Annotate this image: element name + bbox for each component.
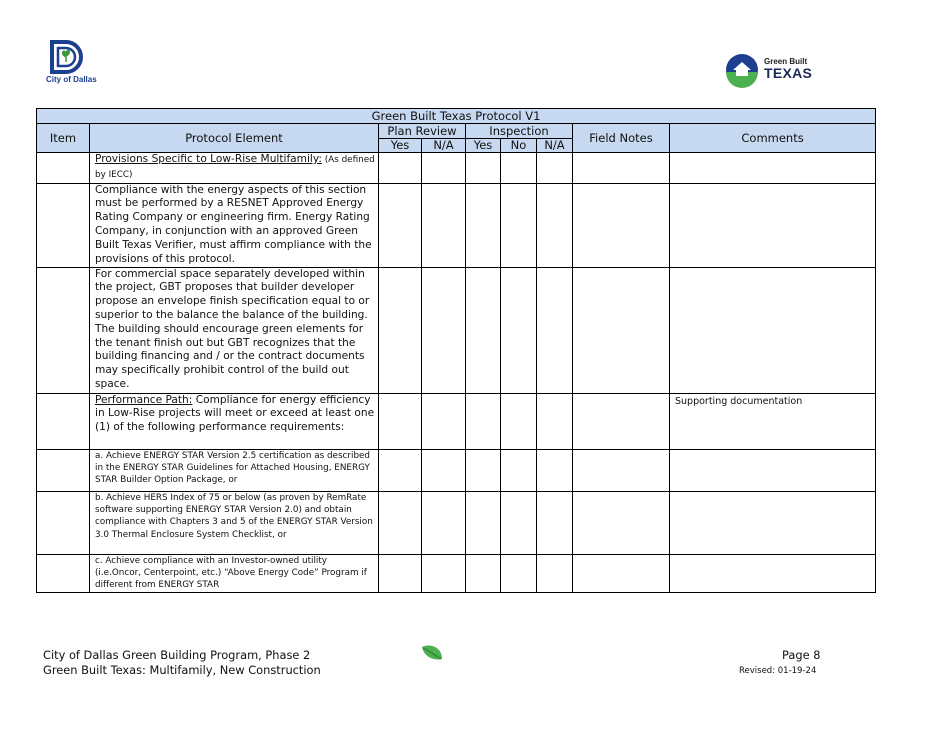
field-notes-cell[interactable] bbox=[573, 153, 670, 184]
table-title: Green Built Texas Protocol V1 bbox=[37, 109, 876, 124]
field-notes-cell[interactable] bbox=[573, 491, 670, 554]
checkbox-cell[interactable] bbox=[501, 491, 537, 554]
checkbox-cell[interactable] bbox=[537, 554, 573, 592]
table-row bbox=[37, 449, 876, 491]
protocol-element-cell bbox=[90, 491, 379, 554]
row-heading: Performance Path: bbox=[95, 393, 193, 406]
revised-date: Revised: 01-19-24 bbox=[739, 666, 817, 676]
checkbox-cell[interactable] bbox=[422, 183, 466, 267]
checkbox-cell[interactable] bbox=[379, 153, 422, 184]
checkbox-cell[interactable] bbox=[466, 153, 501, 184]
checkbox-cell[interactable] bbox=[537, 491, 573, 554]
comments-cell[interactable] bbox=[670, 153, 876, 184]
comments-cell[interactable] bbox=[670, 491, 876, 554]
header-plan-review: Plan Review bbox=[379, 124, 466, 139]
item-cell bbox=[37, 491, 90, 554]
item-cell bbox=[37, 267, 90, 393]
row-heading: Provisions Specific to Low-Rise Multifamily: bbox=[95, 153, 322, 165]
row-text: (As defined by IECC) bbox=[95, 155, 375, 180]
table-row bbox=[37, 491, 876, 554]
field-notes-cell[interactable] bbox=[573, 449, 670, 491]
header-protocol-element: Protocol Element bbox=[90, 124, 379, 153]
protocol-element-cell bbox=[90, 267, 379, 393]
header-inspection: Inspection bbox=[466, 124, 573, 139]
comments-cell[interactable] bbox=[670, 554, 876, 592]
table-row bbox=[37, 267, 876, 393]
field-notes-cell[interactable] bbox=[573, 267, 670, 393]
row-text: Compliance for energy efficiency in Low-Rise projects will meet or exceed at least one (1) of the following performance requirements: bbox=[95, 393, 375, 434]
checkbox-cell[interactable] bbox=[501, 183, 537, 267]
item-cell bbox=[37, 449, 90, 491]
checkbox-cell[interactable] bbox=[501, 554, 537, 592]
page-number: Page 8 bbox=[782, 648, 821, 662]
protocol-table bbox=[36, 108, 876, 593]
checkbox-cell[interactable] bbox=[379, 449, 422, 491]
city-of-dallas-logo bbox=[46, 40, 96, 88]
checkbox-cell[interactable] bbox=[422, 449, 466, 491]
comments-cell[interactable] bbox=[670, 449, 876, 491]
checkbox-cell[interactable] bbox=[466, 267, 501, 393]
protocol-element-cell bbox=[90, 153, 379, 184]
checkbox-cell[interactable] bbox=[537, 267, 573, 393]
checkbox-cell[interactable] bbox=[422, 393, 466, 449]
header-item: Item bbox=[37, 124, 90, 153]
header-insp-no: No bbox=[501, 139, 537, 153]
protocol-element-cell bbox=[90, 554, 379, 592]
protocol-element-cell bbox=[90, 449, 379, 491]
checkbox-cell[interactable] bbox=[537, 449, 573, 491]
checkbox-cell[interactable] bbox=[422, 267, 466, 393]
checkbox-cell[interactable] bbox=[422, 153, 466, 184]
protocol-element-cell bbox=[90, 183, 379, 267]
checkbox-cell[interactable] bbox=[537, 153, 573, 184]
field-notes-cell[interactable] bbox=[573, 183, 670, 267]
footer-line2: Green Built Texas: Multifamily, New Construction bbox=[43, 662, 321, 677]
city-logo-caption: City of Dallas bbox=[46, 75, 97, 84]
checkbox-cell[interactable] bbox=[537, 183, 573, 267]
header-plan-yes: Yes bbox=[379, 139, 422, 153]
leaf-icon bbox=[420, 643, 444, 663]
footer-program bbox=[43, 648, 321, 677]
checkbox-cell[interactable] bbox=[379, 267, 422, 393]
comments-cell[interactable]: Supporting documentation bbox=[670, 393, 876, 449]
green-built-texas-logo bbox=[724, 52, 824, 88]
checkbox-cell[interactable] bbox=[466, 393, 501, 449]
item-cell bbox=[37, 393, 90, 449]
item-cell bbox=[37, 183, 90, 267]
gbt-logo-line1: Green Built bbox=[764, 57, 808, 66]
gbt-house-icon bbox=[724, 52, 760, 88]
checkbox-cell[interactable] bbox=[379, 491, 422, 554]
table-row bbox=[37, 183, 876, 267]
header-comments: Comments bbox=[670, 124, 876, 153]
checkbox-cell[interactable] bbox=[537, 393, 573, 449]
checkbox-cell[interactable] bbox=[422, 554, 466, 592]
field-notes-cell[interactable] bbox=[573, 393, 670, 449]
field-notes-cell[interactable] bbox=[573, 554, 670, 592]
row-text: a. Achieve ENERGY STAR Version 2.5 certification as described in the ENERGY STAR Guidelines for Attached Housing, ENERGY STAR Builder Option Package, or bbox=[95, 450, 371, 486]
comments-cell[interactable] bbox=[670, 267, 876, 393]
header-insp-yes: Yes bbox=[466, 139, 501, 153]
row-text: Compliance with the energy aspects of this section must be performed by a RESNET Approved Energy Rating Company or engineering firm. Energy Rating Company, in conjunction with an approved Green Built Texas Verifier, must affirm compliance with the provisions of this protocol. bbox=[95, 183, 372, 265]
footer-line1: City of Dallas Green Building Program, Phase 2 bbox=[43, 648, 311, 662]
row-text: c. Achieve compliance with an Investor-owned utility (i.e.Oncor, Centerpoint, etc.) “Above Energy Code” Program if different from ENERGY STAR bbox=[95, 555, 367, 591]
checkbox-cell[interactable] bbox=[501, 393, 537, 449]
checkbox-cell[interactable] bbox=[466, 183, 501, 267]
checkbox-cell[interactable] bbox=[501, 153, 537, 184]
table-row bbox=[37, 554, 876, 592]
item-cell bbox=[37, 153, 90, 184]
checkbox-cell[interactable] bbox=[466, 449, 501, 491]
checkbox-cell[interactable] bbox=[379, 554, 422, 592]
checkbox-cell[interactable] bbox=[422, 491, 466, 554]
gbt-logo-line2: TEXAS bbox=[764, 65, 813, 81]
checkbox-cell[interactable] bbox=[466, 491, 501, 554]
checkbox-cell[interactable] bbox=[501, 449, 537, 491]
checkbox-cell[interactable] bbox=[501, 267, 537, 393]
row-text: For commercial space separately developed within the project, GBT proposes that builder developer propose an envelope finish specification equal to or superior to the balance the balance of the building. The building should encourage green elements for the tenant finish out but GBT recognizes that the building financing and / or the contract documents may specifically prohibit control of the build out space. bbox=[95, 267, 370, 390]
header-plan-na: N/A bbox=[422, 139, 466, 153]
city-of-dallas-d-icon bbox=[48, 40, 86, 74]
comments-cell[interactable] bbox=[670, 183, 876, 267]
item-cell bbox=[37, 554, 90, 592]
table-row bbox=[37, 153, 876, 184]
header-insp-na: N/A bbox=[537, 139, 573, 153]
table-row bbox=[37, 393, 876, 449]
row-text: b. Achieve HERS Index of 75 or below (as proven by RemRate software supporting ENERGY STAR Version 2.0) and obtain compliance with Chapters 3 and 5 of the ENERGY STAR Version 3.0 Thermal Enclosure System Checklist, or bbox=[95, 492, 373, 540]
checkbox-cell[interactable] bbox=[379, 393, 422, 449]
header-field-notes: Field Notes bbox=[573, 124, 670, 153]
checkbox-cell[interactable] bbox=[466, 554, 501, 592]
protocol-element-cell bbox=[90, 393, 379, 449]
checkbox-cell[interactable] bbox=[379, 183, 422, 267]
